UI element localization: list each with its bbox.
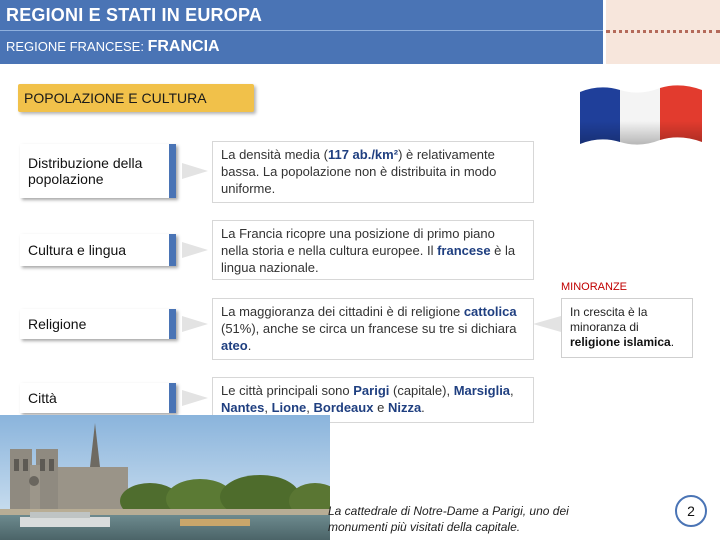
row-label: Religione [28,316,87,332]
row-connector [182,163,208,179]
minorities-text: In crescita è la minoranza di [570,305,648,334]
desc-text: . [247,338,252,353]
desc-text: (51%), anche se circa un francese su tre si dichiara [221,321,517,336]
minorities-box [561,298,693,358]
desc-keyword: Nantes [221,400,265,415]
slide-title: REGIONI E STATI IN EUROPA [6,5,263,25]
notre-dame-photo [0,415,330,540]
desc-text: . [421,400,425,415]
header-divider [0,30,603,31]
desc-text: Le città principali sono [221,383,354,398]
row-label: Distribuzione della popolazione [28,155,143,187]
desc-text: , [264,400,272,415]
slide-subtitle [6,38,220,56]
label-distribuzione [20,144,176,198]
desc-distribuzione [212,141,534,203]
label-cultura [20,234,176,266]
desc-keyword: cattolica [463,304,517,319]
desc-text: La maggioranza dei cittadini è di religione [221,304,464,319]
desc-text: ) è relativamente bassa. La popolazione non è distribuita in modo uniforme. [221,147,497,196]
desc-keyword: francese [437,243,491,258]
desc-text: è la lingua nazionale. [221,243,516,275]
france-flag-icon [578,82,704,148]
desc-keyword: Lione [271,400,307,415]
label-citta [20,383,176,413]
desc-cultura [212,220,534,280]
desc-text: (capitale), [389,383,454,398]
row-label: Cultura e lingua [28,242,127,258]
page-number: 2 [675,495,707,527]
desc-keyword: 117 ab./km² [327,147,399,162]
desc-keyword: Marsiglia [453,383,511,398]
desc-text: La densità media ( [221,147,328,162]
minorities-connector [533,316,561,332]
minorities-title: MINORANZE [561,281,627,293]
desc-keyword: Parigi [353,383,390,398]
desc-keyword: Bordeaux [313,400,374,415]
section-label-text: POPOLAZIONE E CULTURA [24,90,207,106]
row-connector [182,242,208,258]
subtitle-prefix: REGIONE FRANCESE: [6,39,144,54]
desc-religione [212,298,534,360]
row-connector [182,390,208,406]
label-religione [20,309,176,339]
desc-text: e [373,400,388,415]
dotted-line [606,30,720,33]
minorities-keyword: religione islamica [570,335,671,349]
desc-keyword: ateo [221,338,248,353]
row-connector [182,316,208,332]
desc-text: La Francia ricopre una posizione di primo piano nella storia e nella cultura europee. Il [221,226,495,258]
row-label: Città [28,390,57,406]
desc-keyword: Nizza [387,400,422,415]
section-label [18,84,254,112]
minorities-text: . [670,335,675,349]
desc-text: , [510,383,514,398]
subtitle-country: FRANCIA [147,38,220,55]
desc-text: , [306,400,314,415]
slide-header [0,0,603,64]
photo-caption: La cattedrale di Notre-Dame a Parigi, uno dei monumenti più visitati della capitale. [328,504,569,534]
